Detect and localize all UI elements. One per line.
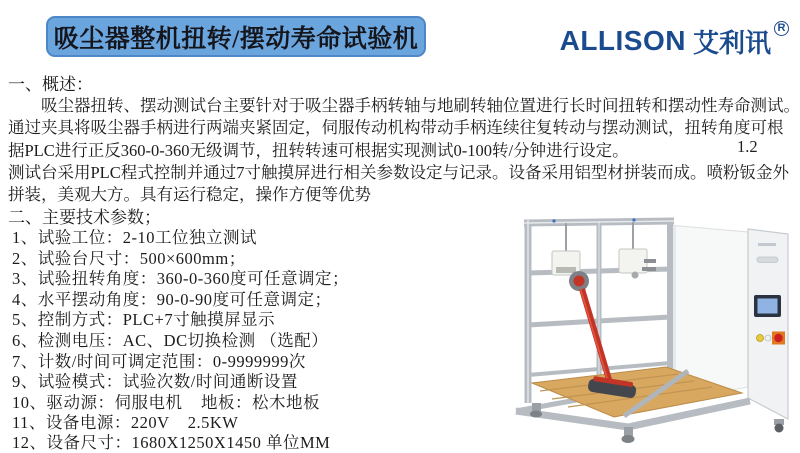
overview-line: 吸尘器扭转、摆动测试台主要针对于吸尘器手柄转轴与地刷转轴位置进行长时间扭转和摆动性寿命测试。 bbox=[8, 96, 800, 115]
spec-item: 10、驱动源：伺服电机 地板：松木地板 bbox=[12, 393, 320, 412]
section-marker: 1.2 bbox=[737, 137, 758, 156]
spec-item: 6、检测电压：AC、DC切换检测 （选配） bbox=[12, 331, 329, 350]
spec-item: 12、设备尺寸：1680X1250X1450 单位MM bbox=[12, 433, 331, 452]
yellow-button bbox=[757, 335, 764, 342]
spec-item: 11、设备电源：220V 2.5KW bbox=[12, 413, 239, 432]
cabinet-handle bbox=[757, 257, 778, 263]
page-title-banner bbox=[46, 16, 426, 57]
brand-logo bbox=[560, 24, 786, 58]
white-button bbox=[765, 335, 771, 341]
clamp-unit-left bbox=[552, 223, 580, 275]
control-cabinet bbox=[748, 229, 788, 433]
spec-item: 4、水平摆动角度：90-0-90度可任意调定； bbox=[12, 290, 332, 309]
spec-item: 5、控制方式：PLC+7寸触摸屏显示 bbox=[12, 310, 276, 329]
spec-item: 3、试验扭转角度：360-0-360度可任意调定； bbox=[12, 269, 349, 288]
registered-trademark-icon: R bbox=[774, 21, 789, 36]
machine-photo bbox=[428, 205, 798, 450]
spec-item: 1、试验工位：2-10工位独立测试 bbox=[12, 228, 257, 247]
touch-screen-display bbox=[758, 299, 778, 314]
brand-name-cn: 艾利讯 bbox=[692, 27, 771, 58]
overview-line: 通过夹具将吸尘器手柄进行两端夹紧固定，伺服传动机构带动手柄连续往复转动与摆动测试，扭转角度可根 bbox=[8, 118, 784, 137]
overview-line: 拼装，美观大方。具有运行稳定，操作方便等优势 bbox=[8, 185, 371, 204]
overview-heading: 一、概述： bbox=[8, 75, 93, 94]
emergency-stop-button bbox=[774, 334, 782, 342]
spec-item: 2、试验台尺寸：500×600mm； bbox=[12, 249, 246, 268]
specs-heading: 二、主要技术参数； bbox=[8, 208, 161, 227]
page-title: 吸尘器整机扭转/摆动寿命试验机 bbox=[53, 25, 419, 53]
overview-line: 测试台采用PLC程式控制并通过7寸触摸屏进行相关参数设定与记录。设备采用铝型材拼装而成。喷粉钣金外 bbox=[8, 163, 790, 182]
spec-item: 9、试验模式：试验次数/时间通断设置 bbox=[12, 372, 298, 391]
spec-item: 7、计数/时间可调定范围：0-9999999次 bbox=[12, 352, 306, 371]
clamp-unit-right bbox=[619, 222, 656, 279]
overview-line: 据PLC进行正反360-0-360无级调节，扭转转速可根据实现测试0-100转/分钟进行设定。 bbox=[8, 141, 629, 160]
brand-name-en: ALLISON bbox=[559, 25, 686, 56]
cabinet-caster bbox=[774, 419, 784, 433]
